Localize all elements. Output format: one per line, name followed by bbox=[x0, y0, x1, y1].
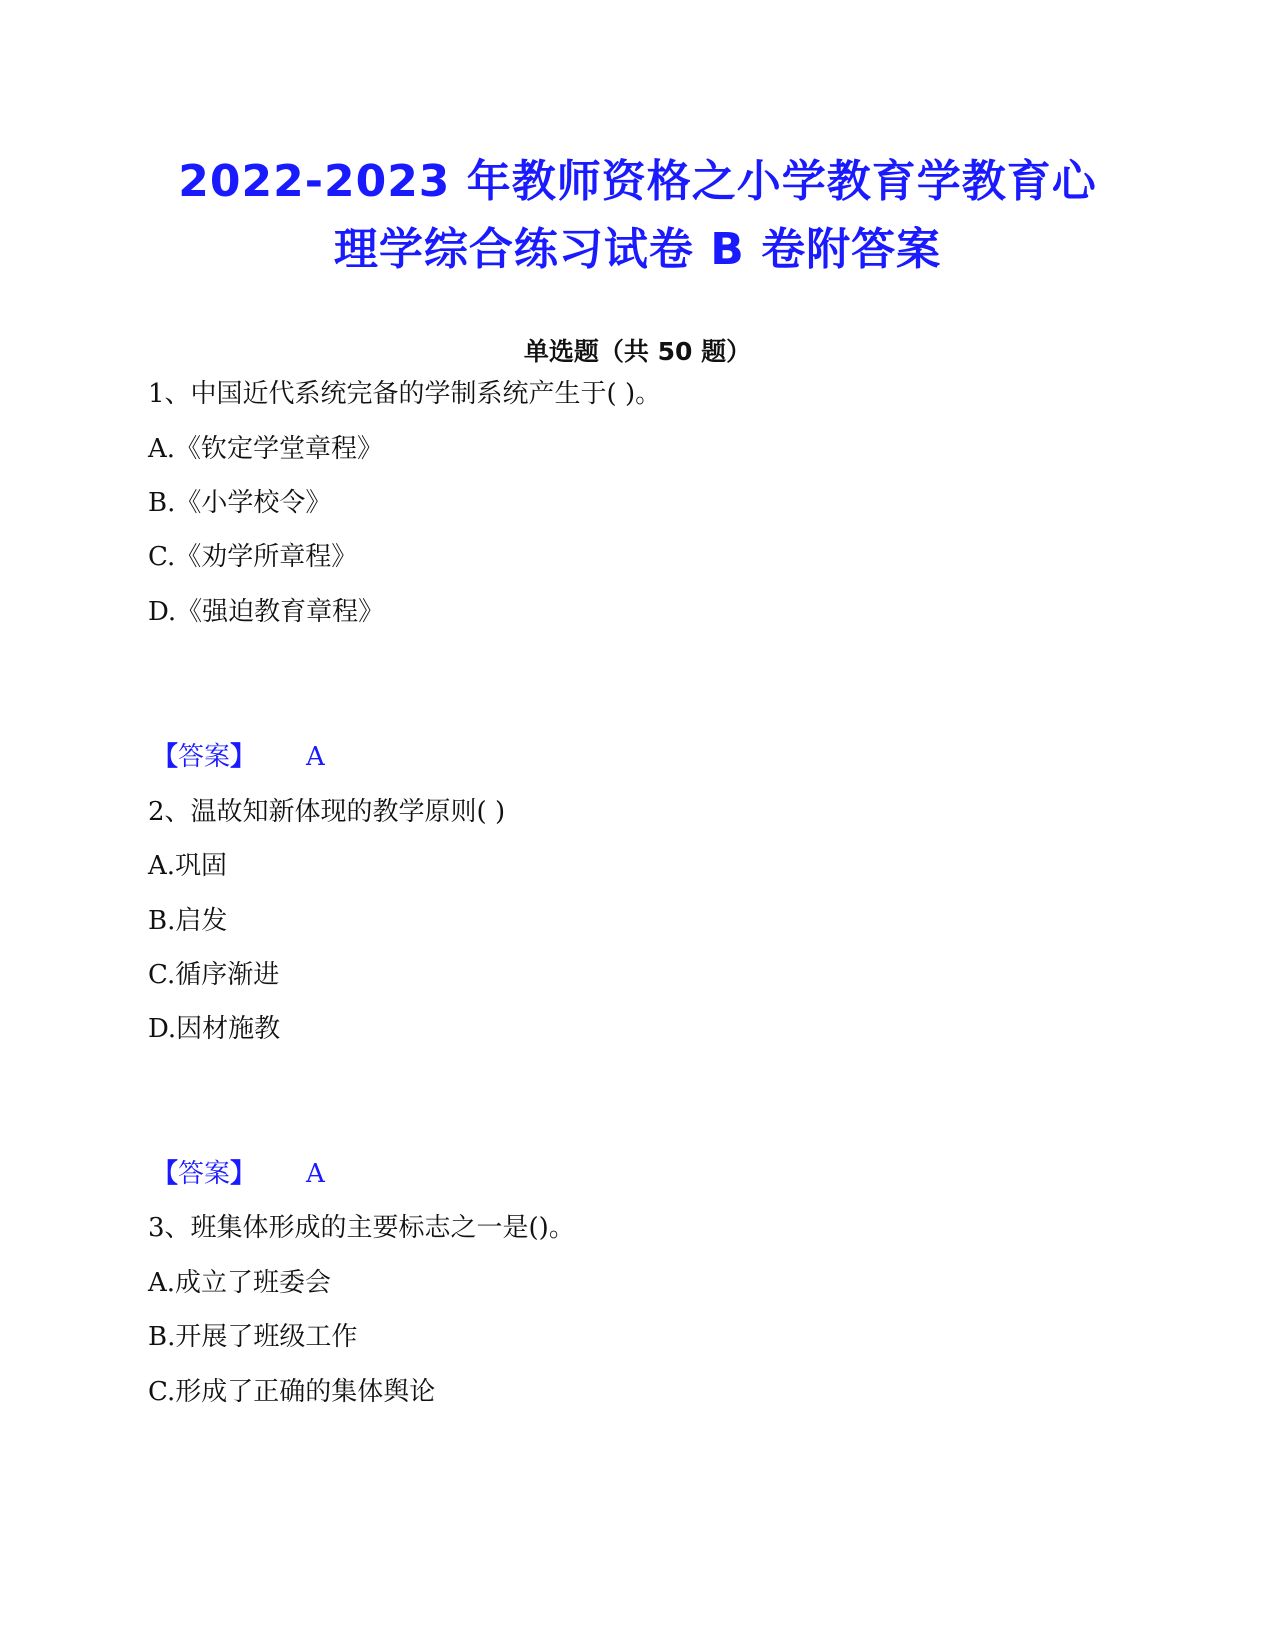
answer-bracket-open: 【 bbox=[152, 1159, 179, 1189]
question-3-stem: 3、班集体形成的主要标志之一是()。 bbox=[148, 1213, 575, 1243]
document-title-line-2: 理学综合练习试卷 B 卷附答案 bbox=[333, 224, 942, 275]
question-2-option-c: C.循序渐进 bbox=[148, 960, 280, 990]
answer-bracket-open: 【 bbox=[152, 742, 179, 772]
question-2-answer-value: A bbox=[306, 1159, 325, 1189]
question-2-answer bbox=[152, 1156, 325, 1192]
document-title-line-1: 2022-2023 年教师资格之小学教育学教育心 bbox=[178, 156, 1097, 207]
question-3-option-b: B.开展了班级工作 bbox=[148, 1322, 358, 1352]
answer-bracket-close: 】 bbox=[230, 742, 257, 772]
question-1-option-c: C.《劝学所章程》 bbox=[148, 542, 358, 572]
question-1-answer bbox=[152, 739, 325, 775]
question-3-option-c: C.形成了正确的集体舆论 bbox=[148, 1377, 436, 1407]
question-2-option-a: A.巩固 bbox=[148, 851, 228, 881]
answer-label: 答案 bbox=[178, 1159, 231, 1189]
question-2-option-b: B.启发 bbox=[148, 906, 228, 936]
answer-bracket-close: 】 bbox=[230, 1159, 257, 1189]
question-1-answer-value: A bbox=[306, 742, 325, 772]
question-1-option-b: B.《小学校令》 bbox=[148, 488, 332, 518]
question-1-stem: 1、中国近代系统完备的学制系统产生于( )。 bbox=[148, 379, 662, 409]
question-3-option-a: A.成立了班委会 bbox=[148, 1268, 332, 1298]
question-2-option-d: D.因材施教 bbox=[148, 1014, 281, 1044]
answer-label: 答案 bbox=[178, 742, 231, 772]
question-1-option-a: A.《钦定学堂章程》 bbox=[148, 434, 384, 464]
document-title bbox=[100, 148, 1175, 284]
question-2-stem: 2、温故知新体现的教学原则( ) bbox=[148, 797, 506, 827]
question-1-option-d: D.《强迫教育章程》 bbox=[148, 597, 385, 627]
section-heading: 单选题（共 50 题） bbox=[523, 337, 752, 366]
